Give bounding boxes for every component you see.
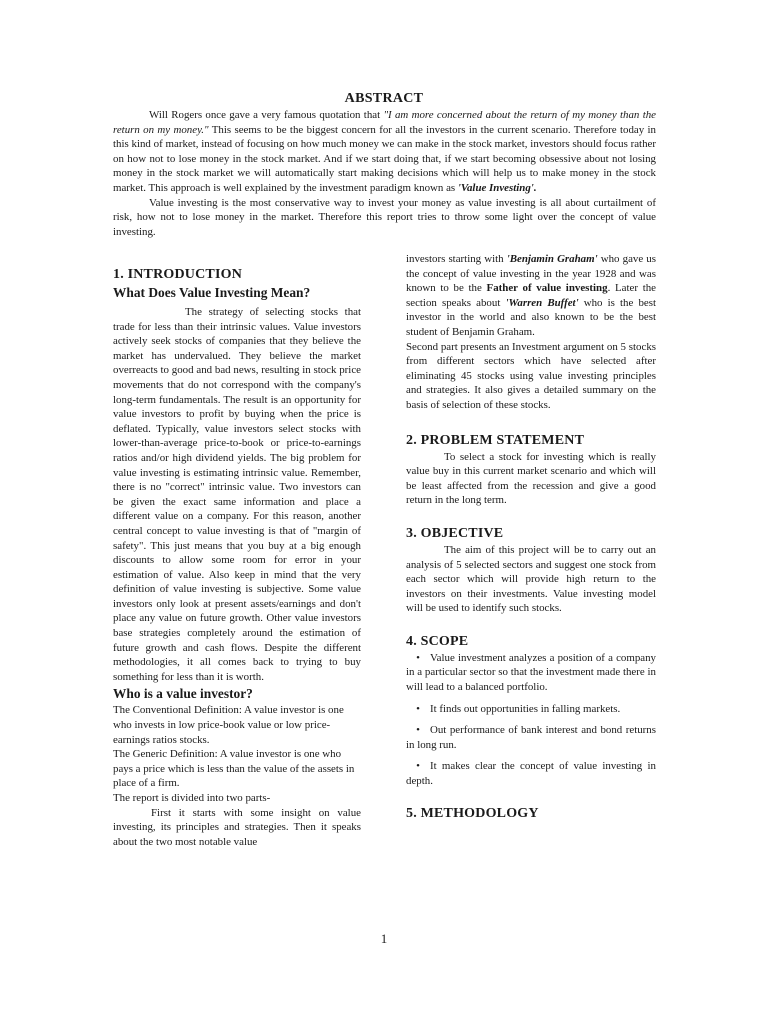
page-number: 1 — [380, 931, 388, 946]
continued-text: . Later the section speaks about — [406, 282, 656, 309]
value-investor-subheading: Who is a value investor? — [113, 686, 253, 702]
value-investing-term: 'Value Investing'. — [457, 181, 537, 194]
benjamin-graham-name: 'Benjamin Graham' — [506, 253, 598, 265]
value-investing-subheading: What Does Value Investing Mean? — [113, 285, 311, 300]
continued-paragraph — [406, 252, 656, 340]
generic-definition: The Generic Definition: A value investor is one who pays a price which is less than the value of the assets in place of a firm. — [113, 748, 355, 790]
abstract-paragraph-1 — [113, 108, 656, 196]
continued-text: investors starting with — [406, 253, 507, 265]
methodology-heading: 5. METHODOLOGY — [406, 805, 539, 821]
objective-body: The aim of this project will be to carry out an analysis of 5 selected sectors and suggest one stock from each sector which will provide high return to the investors on their investments. Value investing model will be used to identify such stocks. — [406, 543, 656, 615]
report-parts: The report is divided into two parts- — [113, 792, 271, 804]
left-column — [113, 266, 361, 849]
warren-buffet-name: 'Warren Buffet' — [505, 296, 579, 309]
continued-text: who is the best investor in the world and also known to be the best student of Benjamin Graham. — [406, 296, 656, 338]
abstract-title: ABSTRACT — [344, 91, 424, 106]
bullet-icon: • — [416, 651, 420, 664]
bullet-icon: • — [416, 702, 420, 715]
scope-heading: 4. SCOPE — [406, 633, 469, 649]
continued-text: who gave us the concept of value investing in the year 1928 and was known to be the — [406, 253, 656, 295]
abstract-text: This seems to be the biggest concern for all the investors in the current scenario. Therefore today in this kind of market, instead of focusing on how much money we can make in the stock market, investors should focus rather on how not to lose money in the stock market. And if we start doing that, if we start becoming obsessive about not losing money in the stock market we will automatically start making decisions which will help us to make money in the stock market. This approach is well explained by the investment paradigm known as — [113, 123, 656, 194]
scope-item-text: Out performance of bank interest and bond returns in long run. — [406, 724, 656, 751]
scope-item — [406, 759, 656, 788]
scope-item-text: It makes clear the concept of value investing in depth. — [406, 760, 656, 788]
scope-item — [406, 723, 656, 752]
problem-statement-body: To select a stock for investing which is really value buy in this current market scenario and which will be least affected from the recession and give a good return in the long term. — [406, 450, 656, 507]
conventional-definition: The Conventional Definition: A value investor is one who invests in low price-book value or low price-earnings ratios stocks. — [113, 704, 344, 746]
scope-item — [406, 651, 656, 695]
scope-item-text: It finds out opportunities in falling markets. — [430, 702, 621, 715]
abstract-paragraph-2: Value investing is the most conservative way to invest your money as value investing is all about curtailment of risk, how not to lose money in the market. Therefore this report tries to throw some light over the concept of value investing. — [113, 196, 656, 238]
bullet-icon: • — [416, 760, 420, 773]
scope-item-text: Value investment analyzes a position of a company in a particular sector so that the investment made there in will lead to a balanced portfolio. — [406, 651, 656, 694]
introduction-body: The strategy of selecting stocks that trade for less than their intrinsic values. Value investors actively seek stocks of companies that they believe the market has undervalued. They believe the market overreacts to good and bad news, resulting in stock price movements that do not correspond with the company's long-term fundamentals. The result is an opportunity for value investors to profit by buying when the price is deflated. Typically, value investors select stocks with lower-than-average price-to-book or price-to-earnings ratios and/or high dividend yields. The big problem for value investing is estimating intrinsic value. Remember, there is no "correct" intrinsic value. Two investors can be given the exact same information and place a different value on a company. For this reason, another central concept to value investing is that of "margin of safety". This just means that you buy at a big enough discounts to allow some room for error in your estimation of value. Also keep in mind that the very definition of value investing is subjective. Some value investors only look at present assets/earnings and don't place any value on future growth. Other value investors base strategies completely around the estimation of future growth and cash flows. Despite the different methodologies, it all comes back to trying to buy something for less than it is worth. — [113, 306, 361, 683]
abstract-body — [113, 108, 656, 239]
problem-statement-heading: 2. PROBLEM STATEMENT — [406, 432, 585, 448]
second-part-text: Second part presents an Investment argument on 5 stocks from different sectors which have selected after eliminating 45 stocks using value investing principles and strategies. It also gives a detailed summary on the basis of selection of these stocks. — [406, 340, 656, 411]
bullet-icon: • — [416, 724, 420, 737]
first-part-text: First it starts with some insight on value investing, its principles and strategies. Then it speaks about the two most notable value — [113, 806, 361, 848]
scope-list — [406, 651, 656, 789]
scope-item — [406, 702, 656, 717]
abstract-text: Will Rogers once gave a very famous quotation that — [149, 109, 384, 121]
objective-heading: 3. OBJECTIVE — [406, 525, 504, 541]
father-of-value-investing: Father of value investing — [486, 282, 608, 295]
rogers-quotation: "I am more concerned about the return of my money than the return on my money." — [113, 109, 656, 136]
introduction-heading: 1. INTRODUCTION — [113, 267, 243, 282]
right-column — [406, 252, 656, 823]
